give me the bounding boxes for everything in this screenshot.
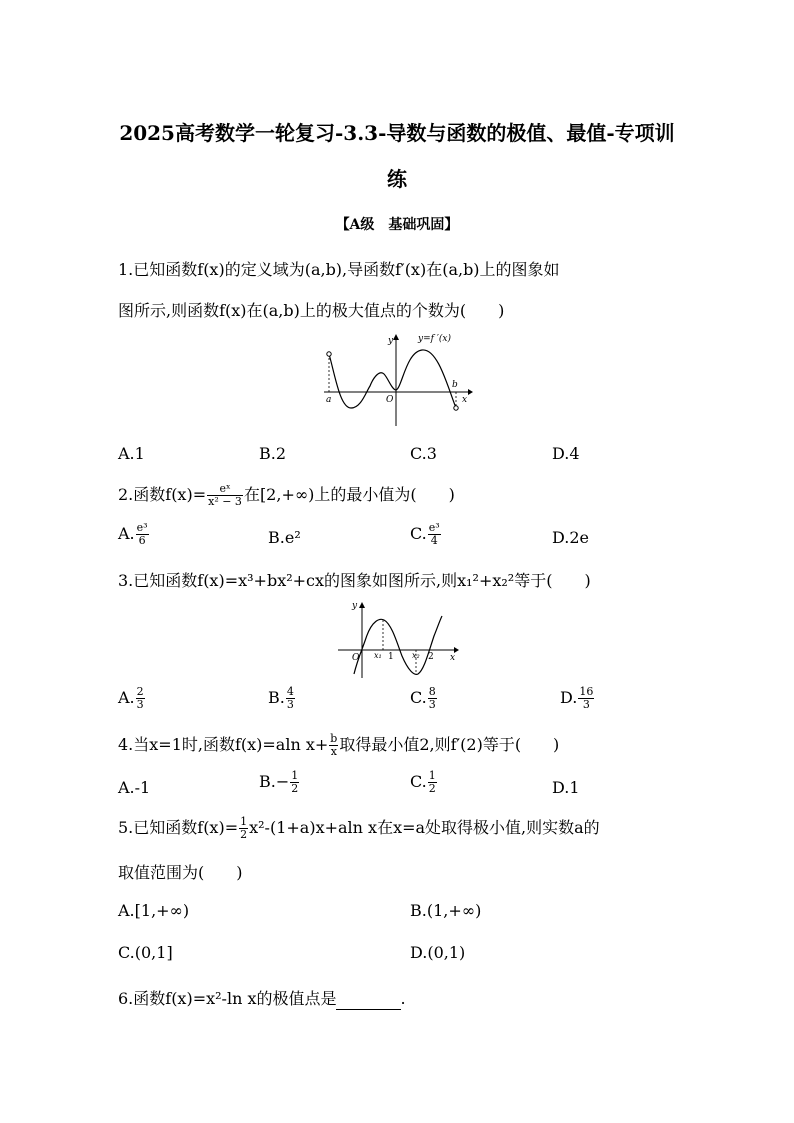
q3-option-a-label: A.	[118, 688, 135, 707]
q2-option-c[interactable]	[410, 522, 442, 547]
q6-stem	[118, 986, 406, 1010]
q3-option-d-num: 16	[579, 685, 594, 698]
title-line-1: 2025高考数学一轮复习-3.3-导数与函数的极值、最值-专项训	[119, 121, 675, 145]
q4-fraction-den: x	[330, 745, 337, 758]
q3-option-d-label: D.	[560, 688, 578, 707]
q2-option-a-fraction	[136, 522, 149, 547]
q4-option-c-den: 2	[428, 782, 436, 795]
q1-figure	[318, 330, 478, 430]
q5-fraction	[239, 816, 248, 841]
q3-fig-origin-label: O	[352, 653, 360, 663]
q3-option-c-label: C.	[410, 688, 427, 707]
q4-stem-post: 取得最小值2,则f′(2)等于( )	[339, 735, 560, 754]
q1-option-b[interactable]: B.2	[259, 444, 287, 463]
q2-fraction-den: x² − 3	[208, 495, 242, 508]
q2-option-a-num: e³	[136, 521, 148, 534]
q3-fig-x2-label: x₂	[412, 651, 420, 660]
q4-option-d[interactable]: D.1	[552, 778, 580, 797]
q3-option-b-num: 4	[286, 685, 294, 698]
q4-fraction	[329, 733, 338, 758]
q4-option-b[interactable]	[259, 770, 300, 795]
q5-stem	[118, 815, 600, 841]
q4-option-b-num: 1	[291, 769, 299, 782]
q6-stem-text: 6.函数f(x)=x²-ln x的极值点是	[118, 989, 337, 1008]
q5-fraction-num: 1	[240, 815, 248, 828]
q3-option-d-fraction	[578, 686, 594, 711]
q3-option-a-fraction	[136, 686, 145, 711]
q2-option-d[interactable]: D.2e	[552, 528, 589, 547]
q5-line-2: 取值范围为( )	[118, 863, 243, 882]
q3-stem: 3.已知函数f(x)=x³+bx²+cx的图象如图所示,则x₁²+x₂²等于( )	[118, 571, 591, 590]
q4-option-b-den: 2	[291, 782, 299, 795]
q2-option-a-den: 6	[138, 534, 146, 547]
q1-fig-y-label: y	[388, 336, 394, 346]
q4-stem-pre: 4.当x=1时,函数f(x)=aln x+	[118, 735, 329, 754]
q2-stem	[118, 482, 455, 508]
q3-option-c-den: 3	[428, 698, 436, 711]
q4-fraction-num: b	[330, 732, 338, 745]
q2-option-a-label: A.	[118, 524, 135, 543]
q3-option-c[interactable]	[410, 686, 438, 711]
q4-option-c-fraction	[428, 770, 437, 795]
q3-fig-x1-label: x₁	[374, 651, 382, 660]
q6-stem-end: .	[400, 989, 406, 1008]
q3-fig-y-label: y	[352, 601, 358, 611]
q4-option-a[interactable]: A.-1	[118, 778, 151, 797]
q2-stem-pre: 2.函数f(x)=	[118, 485, 207, 504]
q6-answer-blank[interactable]	[336, 986, 400, 1010]
q2-stem-post: 在[2,+∞)上的最小值为( )	[243, 485, 455, 504]
q1-fig-fn-label: y=f ′(x)	[418, 334, 451, 344]
q2-option-c-label: C.	[410, 524, 427, 543]
section-heading: 【A级 基础巩固】	[335, 217, 459, 233]
q5-option-a[interactable]: A.[1,+∞)	[118, 901, 190, 920]
q2-option-c-fraction	[428, 522, 441, 547]
q4-option-b-fraction	[290, 770, 299, 795]
q3-fig-one-label: 1	[388, 652, 394, 662]
q5-option-b[interactable]: B.(1,+∞)	[410, 901, 482, 920]
q2-option-c-num: e³	[428, 521, 440, 534]
q3-option-b[interactable]	[268, 686, 296, 711]
q3-option-a-den: 3	[136, 698, 144, 711]
q5-option-d[interactable]: D.(0,1)	[410, 943, 466, 962]
q3-option-b-fraction	[286, 686, 295, 711]
q3-option-c-num: 8	[428, 685, 436, 698]
document-title	[110, 110, 684, 202]
q5-option-c[interactable]: C.(0,1]	[118, 943, 173, 962]
q3-fig-x-label: x	[450, 653, 456, 663]
q3-option-d[interactable]	[560, 686, 595, 711]
q4-option-c-num: 1	[428, 769, 436, 782]
q3-fig-two-label: 2	[428, 652, 434, 662]
q3-option-d-den: 3	[582, 698, 590, 711]
q1-fig-origin-label: O	[386, 395, 394, 405]
q1-fig-b-label: b	[452, 380, 458, 390]
title-line-2: 练	[387, 167, 407, 191]
q1-line-2: 图所示,则函数f(x)在(a,b)上的极大值点的个数为( )	[118, 301, 505, 320]
q1-option-c[interactable]: C.3	[410, 444, 437, 463]
q1-option-d[interactable]: D.4	[552, 444, 580, 463]
q1-line-1: 1.已知函数f(x)的定义域为(a,b),导函数f′(x)在(a,b)上的图象如	[118, 260, 560, 279]
q5-stem-post: x²-(1+a)x+aln x在x=a处取得极小值,则实数a的	[249, 818, 600, 837]
q1-fig-a-label: a	[326, 395, 332, 405]
q4-option-c-label: C.	[410, 772, 427, 791]
q3-option-a[interactable]	[118, 686, 146, 711]
q5-fraction-den: 2	[240, 828, 248, 841]
q3-option-b-label: B.	[268, 688, 285, 707]
q2-option-a[interactable]	[118, 522, 150, 547]
q5-stem-pre: 5.已知函数f(x)=	[118, 818, 239, 837]
q4-option-c[interactable]	[410, 770, 438, 795]
q2-option-c-den: 4	[430, 534, 438, 547]
q4-stem	[118, 732, 559, 758]
q2-fraction	[207, 483, 243, 508]
q3-option-c-fraction	[428, 686, 437, 711]
q3-option-a-num: 2	[136, 685, 144, 698]
q2-option-b[interactable]: B.e²	[268, 528, 301, 547]
q4-option-b-label: B.−	[259, 772, 290, 791]
q2-fraction-num: eˣ	[207, 483, 243, 496]
q3-option-b-den: 3	[286, 698, 294, 711]
q1-option-a[interactable]: A.1	[118, 444, 145, 463]
q3-figure	[336, 598, 462, 680]
q1-fig-x-label: x	[462, 395, 468, 405]
